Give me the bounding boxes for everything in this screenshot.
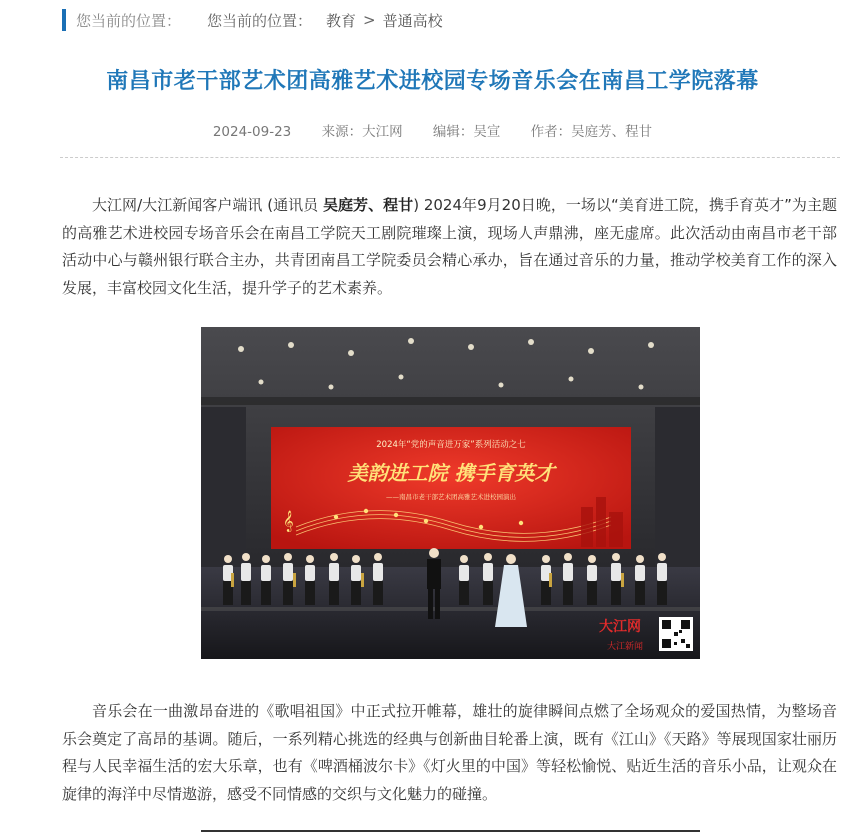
para1-lead: 大江网/大江新闻客户端讯 (通讯员 [92,196,323,214]
watermark-dajiang: 大江网 [599,619,641,635]
para1-reporters: 吴庭芳、程甘 [323,196,414,214]
article-source: 来源：大江网 [321,124,403,140]
breadcrumb [62,8,443,32]
breadcrumb-separator: > [363,11,376,29]
breadcrumb-accent-bar [62,9,66,31]
article-editor: 编辑：吴宣 [432,124,501,140]
article-paragraph-2: 音乐会在一曲激昂奋进的《歌唱祖国》中正式拉开帷幕，雄壮的旋律瞬间点燃了全场观众的爱国热情，为整场音乐会奠定了高昂的基调。随后，一系列精心挑选的经典与创新曲目轮番上演，既有《江山》《天路》等展现国家壮丽历程与人民幸福生活的宏大乐章，也有《啤酒桶波尔卡》《灯火里的中国》等轻松愉悦、贴近生活的音乐小品，让观众在旋律的海洋中尽情遨游，感受不同情感的交织与文化魅力的碰撞。 [62,702,837,803]
article-date: 2024-09-23 [212,124,292,140]
qr-code-icon [659,617,693,651]
breadcrumb-link-education[interactable]: 教育 [326,11,357,30]
watermark-news: 大江新闻 [607,642,644,652]
svg-text:𝄞: 𝄞 [283,511,294,532]
concert-photo [201,327,700,659]
article-meta [0,120,865,140]
article-title: 南昌市老干部艺术团高雅艺术进校园专场音乐会在南昌工学院落幕 [106,69,759,94]
banner-top-text: 2024年“党的声音进万家”系列活动之七 [376,440,526,450]
para1-body: ) 2024年9月20日晚，一场以“美育进工院，携手育英才”为主题的高雅艺术进校园专场音乐会在南昌工学院天工剧院璀璨上演，现场人声鼎沸，座无虚席。此次活动由南昌市老干部活动中心与赣州银行联合主办，共青团南昌工学院委员会精心承办，旨在通过音乐的力量，推动学校美育工作的深入发展，丰富校园文化生活，提升学子的艺术素养。 [62,196,837,297]
breadcrumb-link-universities[interactable]: 普通高校 [382,11,443,30]
breadcrumb-label: 您当前的位置： [76,11,182,30]
breadcrumb-label-repeat: 您当前的位置： [207,11,313,30]
banner-sub-text: ——南昌市老干部艺术团高雅艺术进校园演出 [386,493,516,501]
article-author: 作者：吴庭芳、程甘 [530,124,653,140]
meta-divider [60,157,840,158]
banner-main-text: 美韵进工院 携手育英才 [347,461,555,485]
article-paragraph-1 [62,192,837,302]
next-image-top-edge [201,830,700,832]
